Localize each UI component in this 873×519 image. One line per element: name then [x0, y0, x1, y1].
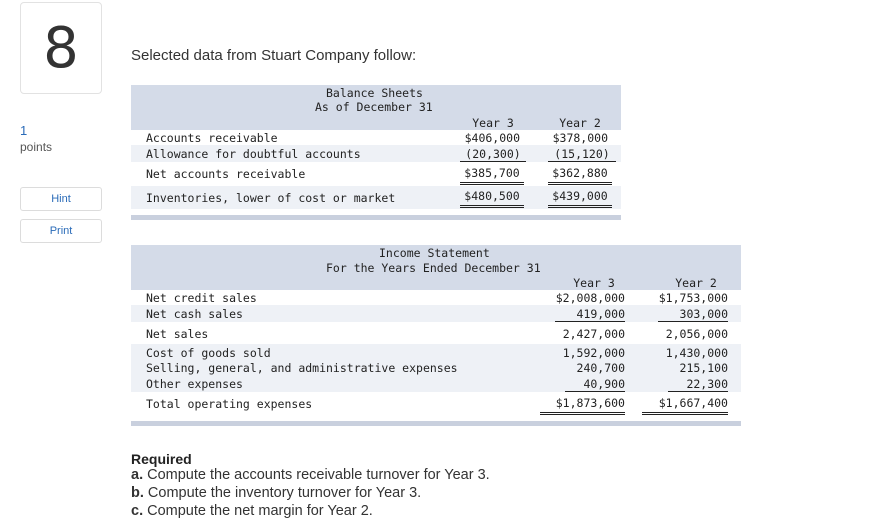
points-label: points [20, 140, 53, 154]
required-item-letter: c. [131, 503, 144, 519]
bs-row-label: Inventories, lower of cost or market [146, 191, 396, 205]
is-row-y3: $2,008,000 [555, 291, 625, 305]
is-row-y2: 22,300 [668, 377, 728, 392]
is-row-y2: 2,056,000 [665, 327, 728, 341]
intro-text: Selected data from Stuart Company follow: [131, 47, 417, 64]
is-row-label: Net cash sales [146, 307, 243, 321]
is-row-y2: $1,667,400 [642, 396, 728, 415]
required-item-text: Compute the accounts receivable turnover for Year 3. [147, 467, 490, 483]
is-row-y3: 2,427,000 [562, 327, 625, 341]
bs-row-label: Allowance for doubtful accounts [146, 147, 361, 161]
bs-row-y3: (20,300) [460, 147, 526, 162]
bs-row-y2: $362,880 [548, 166, 612, 185]
is-col-year3: Year 3 [573, 276, 615, 290]
bs-row-label: Net accounts receivable [146, 167, 306, 181]
is-row-y3: $1,873,600 [540, 396, 625, 415]
is-row-y3: 240,700 [576, 361, 625, 375]
required-heading: Required [131, 451, 192, 467]
is-row-y2: 303,000 [658, 307, 728, 322]
points-value: 1 [20, 123, 28, 138]
is-row-y2: 1,430,000 [665, 346, 728, 360]
is-row-label: Net credit sales [146, 291, 257, 305]
bs-row-y2: $378,000 [552, 131, 608, 145]
bs-col-year3: Year 3 [472, 116, 514, 130]
is-row-y2: $1,753,000 [658, 291, 728, 305]
is-row-label: Selling, general, and administrative expenses [146, 361, 458, 375]
bs-row-y3: $385,700 [460, 166, 524, 185]
bs-row-y3: $406,000 [464, 131, 520, 145]
print-button[interactable]: Print [20, 219, 102, 243]
bs-row-y3: $480,500 [460, 189, 524, 208]
required-item-letter: b. [131, 485, 144, 501]
required-item-a [131, 467, 490, 483]
required-item-b [131, 485, 421, 501]
bs-row-y2: $439,000 [548, 189, 612, 208]
required-item-c [131, 503, 373, 519]
is-row-y3: 419,000 [555, 307, 625, 322]
is-row-label: Total operating expenses [146, 397, 313, 411]
question-number: 8 [20, 2, 102, 94]
is-row-label: Net sales [146, 327, 209, 341]
is-col-year2: Year 2 [675, 276, 717, 290]
is-row-label: Cost of goods sold [146, 346, 271, 360]
required-item-text: Compute the net margin for Year 2. [147, 503, 373, 519]
required-item-text: Compute the inventory turnover for Year 3. [147, 485, 422, 501]
income-statement-title: Income Statement [379, 246, 490, 260]
hint-button[interactable]: Hint [20, 187, 102, 211]
is-row-y3: 40,900 [565, 377, 625, 392]
required-item-letter: a. [131, 467, 144, 483]
balance-sheet-subtitle: As of December 31 [315, 100, 433, 114]
balance-sheet-title: Balance Sheets [326, 86, 423, 100]
bs-row-y2: (15,120) [548, 147, 616, 162]
income-statement-subtitle: For the Years Ended December 31 [326, 261, 541, 275]
is-row-y2: 215,100 [679, 361, 728, 375]
bs-col-year2: Year 2 [559, 116, 601, 130]
bs-row-label: Accounts receivable [146, 131, 278, 145]
is-row-label: Other expenses [146, 377, 243, 391]
is-row-y3: 1,592,000 [562, 346, 625, 360]
